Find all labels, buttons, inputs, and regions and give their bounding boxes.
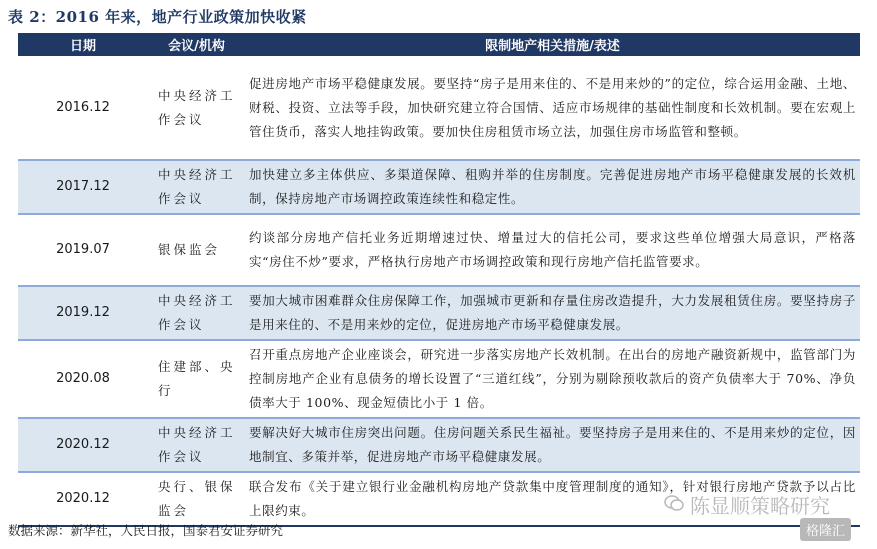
- table-title: 表 2：2016 年来，地产行业政策加快收紧: [8, 8, 307, 26]
- table-row: [18, 56, 860, 160]
- table-row: [18, 286, 860, 340]
- row-date: 2020.12: [18, 418, 148, 472]
- row-desc: 促进房地产市场平稳健康发展。要坚持“房子是用来住的、不是用来炒的”的定位，综合运用金融、土地、财税、投资、立法等手段，加快研究建立符合国情、适应市场规律的基础性制度和长效机制。要在宏观上管住货币，落实人地挂钩政策。要加快住房租赁市场立法，加强住房市场监管和整顿。: [245, 56, 860, 160]
- header-measures: 限制地产相关措施/表述: [485, 39, 620, 54]
- row-date: 2017.12: [18, 160, 148, 214]
- watermark-text: 陈显顺策略研究: [690, 494, 830, 518]
- data-source-note: 数据来源：新华社，人民日报，国泰君安证券研究: [8, 523, 284, 538]
- row-date: 2016.12: [18, 56, 148, 160]
- policy-table: [18, 33, 860, 527]
- row-org: 住建部、央行: [148, 340, 245, 418]
- row-desc: 联合发布《关于建立银行业金融机构房地产贷款集中度管理制度的通知》，针对银行房地产贷款予以占比上限约束。: [245, 472, 860, 526]
- row-date: 2019.12: [18, 286, 148, 340]
- row-org: 中央经济工作会议: [148, 56, 245, 160]
- row-desc: 要加大城市困难群众住房保障工作，加强城市更新和存量住房改造提升，大力发展租赁住房。要坚持房子是用来住的、不是用来炒的定位，促进房地产市场平稳健康发展。: [245, 286, 860, 340]
- header-date: 日期: [69, 39, 96, 54]
- header-org: 会议/机构: [168, 39, 225, 54]
- row-org: 中央经济工作会议: [148, 160, 245, 214]
- row-org: 中央经济工作会议: [148, 418, 245, 472]
- watermark-badge: 格隆汇: [800, 518, 851, 541]
- row-desc: 加快建立多主体供应、多渠道保障、租购并举的住房制度。完善促进房地产市场平稳健康发展的长效机制，保持房地产市场调控政策连续性和稳定性。: [245, 160, 860, 214]
- row-org: 银保监会: [148, 214, 245, 286]
- table-row: [18, 418, 860, 472]
- row-desc: 召开重点房地产企业座谈会，研究进一步落实房地产长效机制。在出台的房地产融资新规中，监管部门为控制房地产企业有息债务的增长设置了“三道红线”，分别为剔除预收款后的资产负债率大于 70%、净负债率大于 100%、现金短债比小于 1 倍。: [245, 340, 860, 418]
- table-row: [18, 340, 860, 418]
- row-date: 2019.07: [18, 214, 148, 286]
- table-row: [18, 214, 860, 286]
- wechat-icon: [664, 493, 684, 517]
- watermark: [664, 490, 830, 519]
- row-org: 央行、银保监会: [148, 472, 245, 526]
- table-header-row: [18, 33, 860, 56]
- row-org: 中央经济工作会议: [148, 286, 245, 340]
- row-date: 2020.08: [18, 340, 148, 418]
- row-desc: 约谈部分房地产信托业务近期增速过快、增量过大的信托公司，要求这些单位增强大局意识，严格落实“房住不炒”要求，严格执行房地产市场调控政策和现行房地产信托监管要求。: [245, 214, 860, 286]
- row-desc: 要解决好大城市住房突出问题。住房问题关系民生福祉。要坚持房子是用来住的、不是用来炒的定位，因地制宜、多策并举，促进房地产市场平稳健康发展。: [245, 418, 860, 472]
- table-row: [18, 160, 860, 214]
- row-date: 2020.12: [18, 472, 148, 526]
